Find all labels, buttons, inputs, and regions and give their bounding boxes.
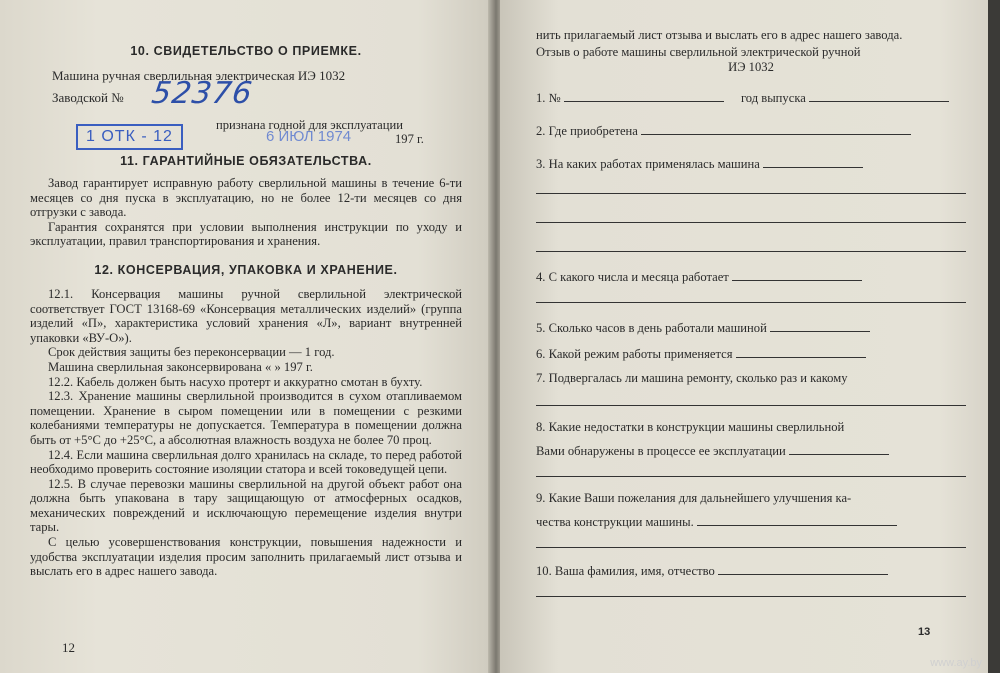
answer-line <box>536 302 966 303</box>
question-6-label: 6. Какой режим работы применяется <box>536 347 733 361</box>
answer-line <box>536 476 966 477</box>
question-1-label: 1. № <box>536 91 561 105</box>
serial-row <box>30 76 462 112</box>
question-9-label: 9. Какие Ваши пожелания для дальнейшего улучшения ка- <box>536 491 852 505</box>
paragraph-12-1: 12.1. Консервация машины ручной сверлильной электрической соответствует ГОСТ 13168-69 «Консервация металлических изделий» (группа изделий «П», характеристика условий хранения «Л», вариант внутренней упаковки «ВУ-О»). <box>30 286 462 345</box>
continued-text: нить прилагаемый лист отзыва и выслать его в адрес нашего завода. <box>536 28 903 42</box>
section-12-body <box>30 287 462 579</box>
question-7-label: 7. Подвергалась ли машина ремонту, сколько раз и какому <box>536 371 848 385</box>
answer-line <box>641 122 911 135</box>
question-2-label: 2. Где приобретена <box>536 124 638 138</box>
answer-line <box>770 319 870 332</box>
year-text: 197 г. <box>395 132 424 146</box>
question-2 <box>536 122 966 142</box>
answer-line <box>789 442 889 455</box>
answer-line <box>536 547 966 548</box>
watermark: www.ay.by <box>930 657 982 669</box>
section-11-title: 11. ГАРАНТИЙНЫЕ ОБЯЗАТЕЛЬСТВА. <box>120 154 372 168</box>
conservation-date: Машина сверлильная законсервирована « » 197 г. <box>48 359 313 374</box>
question-8-label: 8. Какие недостатки в конструкции машины сверлильной <box>536 420 845 434</box>
question-4 <box>536 268 966 288</box>
question-8-continued <box>536 442 966 462</box>
question-9-continued <box>536 513 966 533</box>
answer-line <box>536 193 966 194</box>
question-10-label: 10. Ваша фамилия, имя, отчество <box>536 564 715 578</box>
otk-stamp: 1 ОТК - 12 <box>76 124 183 150</box>
answer-line <box>697 513 897 526</box>
review-title: Отзыв о работе машины сверлильной электрической ручной <box>536 45 861 59</box>
left-page <box>0 0 492 673</box>
acceptance-stamp-row <box>30 116 462 156</box>
feedback-request: С целью усовершенствования конструкции, повышения надежности и удобства эксплуатации изделия просим заполнить прилагаемый лист отзыва и выслать его в адрес нашего завода. <box>30 535 462 579</box>
question-1-year-label: год выпуска <box>740 91 806 105</box>
machine-line: Машина ручная сверлильная электрическая ИЭ 1032 <box>52 68 346 83</box>
right-page <box>500 0 988 673</box>
answer-line <box>736 345 866 358</box>
model-name: ИЭ 1032 <box>728 60 774 74</box>
paragraph-12-5: 12.5. В случае перевозки машины сверлильной на другой объект работ она должна быть упакована в тару защищающую от атмосферных осадков, механических повреждений и исключающую перемещение изделия внутри тары. <box>30 476 462 535</box>
paragraph-12-3: 12.3. Хранение машины сверлильной производится в сухом отапливаемом помещении. Хранение в сыром помещении или в помещении с резкими колебаниями температуры не допускается. Температура в помещении должна быть от +5°С до +25°С, а абсолютная влажность воздуха не более 70 проц. <box>30 389 462 447</box>
question-8 <box>536 420 966 440</box>
question-5 <box>536 319 966 339</box>
question-9 <box>536 491 966 511</box>
section-11-body <box>30 176 462 249</box>
date-stamp: 6 ИЮЛ 1974 <box>266 128 352 145</box>
question-3-label: 3. На каких работах применялась машина <box>536 157 760 171</box>
question-9-label-continued: чества конструкции машины. <box>536 515 694 529</box>
serial-label: Заводской № <box>52 90 124 105</box>
answer-line <box>732 268 862 281</box>
question-1 <box>536 89 966 109</box>
answer-line <box>536 251 966 252</box>
answer-line <box>536 405 966 406</box>
question-4-label: 4. С какого числа и месяца работает <box>536 270 729 284</box>
answer-line-year <box>809 89 949 102</box>
answer-line <box>536 222 966 223</box>
handwritten-serial-number: 52376 <box>149 76 255 111</box>
question-6 <box>536 345 966 365</box>
section-10-title: 10. СВИДЕТЕЛЬСТВО О ПРИЕМКЕ. <box>130 44 362 58</box>
paragraph-12-4: 12.4. Если машина сверлильная долго хранилась на складе, то перед работой необходимо проверить состояние изоляции статора и всей токоведущей цепи. <box>30 447 462 477</box>
question-5-label: 5. Сколько часов в день работали машиной <box>536 321 767 335</box>
warranty-paragraph: Завод гарантирует исправную работу сверлильной машины в течение 6-ти месяцев со дня пуска в эксплуатацию, но не более 12-ти месяцев со дня отгрузки с завода. <box>30 176 462 220</box>
question-8-label-continued: Вами обнаружены в процессе ее эксплуатации <box>536 444 786 458</box>
protection-period: Срок действия защиты без переконсервации — 1 год. <box>48 345 335 360</box>
page-number-right: 13 <box>918 626 931 638</box>
answer-line <box>536 596 966 597</box>
question-3 <box>536 155 966 175</box>
question-10 <box>536 562 966 582</box>
question-7 <box>536 371 966 391</box>
section-12-title: 12. КОНСЕРВАЦИЯ, УПАКОВКА И ХРАНЕНИЕ. <box>94 262 398 277</box>
answer-line <box>718 562 888 575</box>
page-number-left: 12 <box>62 640 75 655</box>
answer-line <box>763 155 863 168</box>
book-edge <box>988 0 1000 673</box>
answer-line-number <box>564 89 724 102</box>
warranty-condition-paragraph: Гарантия сохранятся при условии выполнения инструкции по уходу и эксплуатации, правил транспортирования и хранения. <box>30 219 462 249</box>
accepted-text: признана годной для эксплуатации <box>216 118 403 132</box>
paragraph-12-2: 12.2. Кабель должен быть насухо протерт и аккуратно смотан в бухту. <box>48 374 423 389</box>
